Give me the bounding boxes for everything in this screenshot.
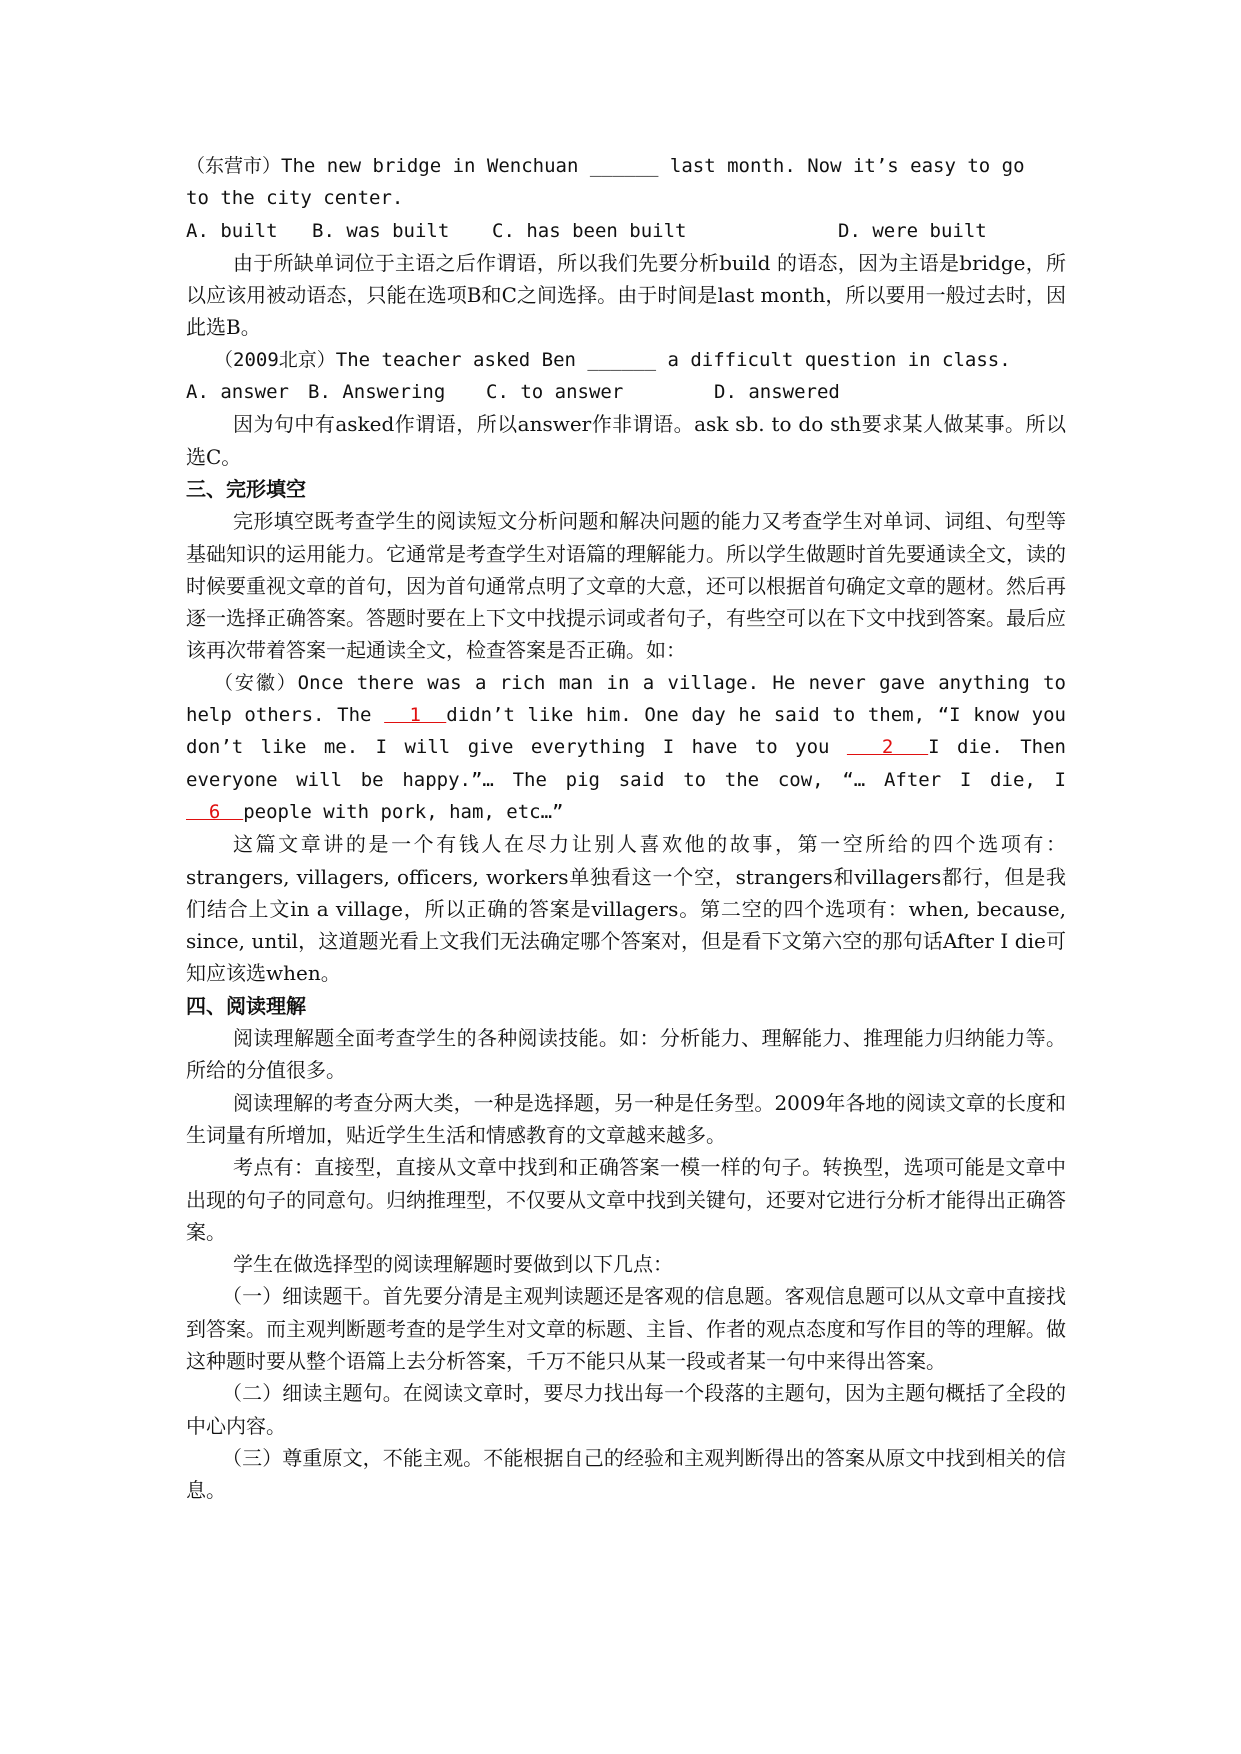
q1-stem xyxy=(186,150,1066,215)
section3-analysis: 这篇文章讲的是一个有钱人在尽力让别人喜欢他的故事，第一空所给的四个选项有：strangers, villagers, officers, workers单独看这一个空，strangers和villagers都行，但是我们结合上文in a village，所以正确的答案是villagers。第二空的四个选项有：when, because, since, until，这道题光看上文我们无法确定哪个答案对，但是看下文第六空的那句话After I die可知应该选when。 xyxy=(186,832,1066,986)
q2-options xyxy=(186,376,1066,408)
section4-point-2: （二）细读主题句。在阅读文章时，要尽力找出每一个段落的主题句，因为主题句概括了全段的中心内容。 xyxy=(186,1381,1066,1438)
q2-option-d: D. answered xyxy=(714,381,840,404)
cloze-text-1: （安徽）Once there was a rich man in a village. He never gave anything to help others. The xyxy=(186,671,1066,727)
q2-option-c: C. to answer xyxy=(486,381,624,404)
cloze-blank-6: 6 xyxy=(186,800,244,823)
section4-paragraph-3: 考点有：直接型，直接从文章中找到和正确答案一模一样的句子。转换型，选项可能是文章中出现的句子的同意句。归纳推理型，不仅要从文章中找到关键句，还要对它进行分析才能得出正确答案。 xyxy=(186,1155,1066,1244)
cloze-blank-2: 2 xyxy=(846,736,929,759)
q1-options xyxy=(186,215,1066,247)
section3-heading: 三、完形填空 xyxy=(186,476,306,501)
q2-option-b: B. Answering xyxy=(308,381,446,404)
q1-stem-line1: （东营市）The new bridge in Wenchuan ______ last month. Now it’s easy to go xyxy=(186,155,1025,177)
q2-stem: （2009北京）The teacher asked Ben ______ a difficult question in class. xyxy=(214,348,1011,371)
cloze-example xyxy=(186,667,1066,828)
cloze-blank-1: 1 xyxy=(384,704,447,727)
document-page xyxy=(186,150,1066,1506)
q1-explanation: 由于所缺单词位于主语之后作谓语，所以我们先要分析build 的语态，因为主语是bridge，所以应该用被动语态，只能在选项B和C之间选择。由于时间是last month，所以要用一般过去时，因此选B。 xyxy=(186,250,1066,340)
q2-option-a: A. answer xyxy=(186,381,289,404)
section4-point-1: （一）细读题干。首先要分清是主观判读题还是客观的信息题。客观信息题可以从文章中直接找到答案。而主观判断题考查的是学生对文章的标题、主旨、作者的观点态度和写作目的等的理解。做这种题时要从整个语篇上去分析答案，千万不能只从某一段或者某一句中来得出答案。 xyxy=(186,1284,1066,1373)
section4-heading: 四、阅读理解 xyxy=(186,993,306,1018)
q1-stem-line2: to the city center. xyxy=(186,187,404,210)
section4-paragraph-1: 阅读理解题全面考查学生的各种阅读技能。如：分析能力、理解能力、推理能力归纳能力等。所给的分值很多。 xyxy=(186,1026,1066,1083)
q1-option-b: B. was built xyxy=(312,219,450,242)
section3-intro: 完形填空既考查学生的阅读短文分析问题和解决问题的能力又考查学生对单词、词组、句型等基础知识的运用能力。它通常是考查学生对语篇的理解能力。所以学生做题时首先要通读全文，读的时候要重视文章的首句，因为首句通常点明了文章的大意，还可以根据首句确定文章的题材。然后再逐一选择正确答案。答题时要在上下文中找提示词或者句子，有些空可以在下文中找到答案。最后应该再次带着答案一起通读全文，检查答案是否正确。如： xyxy=(186,509,1066,663)
q1-option-a: A. built xyxy=(186,219,278,242)
section4-point-3: （三）尊重原文，不能主观。不能根据自己的经验和主观判断得出的答案从原文中找到相关的信息。 xyxy=(186,1445,1066,1503)
section4-paragraph-4: 学生在做选择型的阅读理解题时要做到以下几点： xyxy=(233,1252,673,1277)
cloze-text-2: didn’t like him. One day he said to them, “I know you don’t like me. I will give everything I have to you xyxy=(186,704,1066,759)
cloze-text-3: I die. Then everyone will be happy.”… The pig said to the cow, “… After I die, I xyxy=(186,736,1066,791)
q2-explanation: 因为句中有asked作谓语，所以answer作非谓语。ask sb. to do sth要求某人做某事。所以选C。 xyxy=(186,412,1066,469)
section4-paragraph-2: 阅读理解的考查分两大类，一种是选择题，另一种是任务型。2009年各地的阅读文章的长度和生词量有所增加，贴近学生生活和情感教育的文章越来越多。 xyxy=(186,1090,1066,1147)
q1-option-c: C. has been built xyxy=(492,219,687,242)
cloze-text-4: people with pork, ham, etc…” xyxy=(243,800,564,823)
q1-option-d: D. were built xyxy=(838,219,987,242)
